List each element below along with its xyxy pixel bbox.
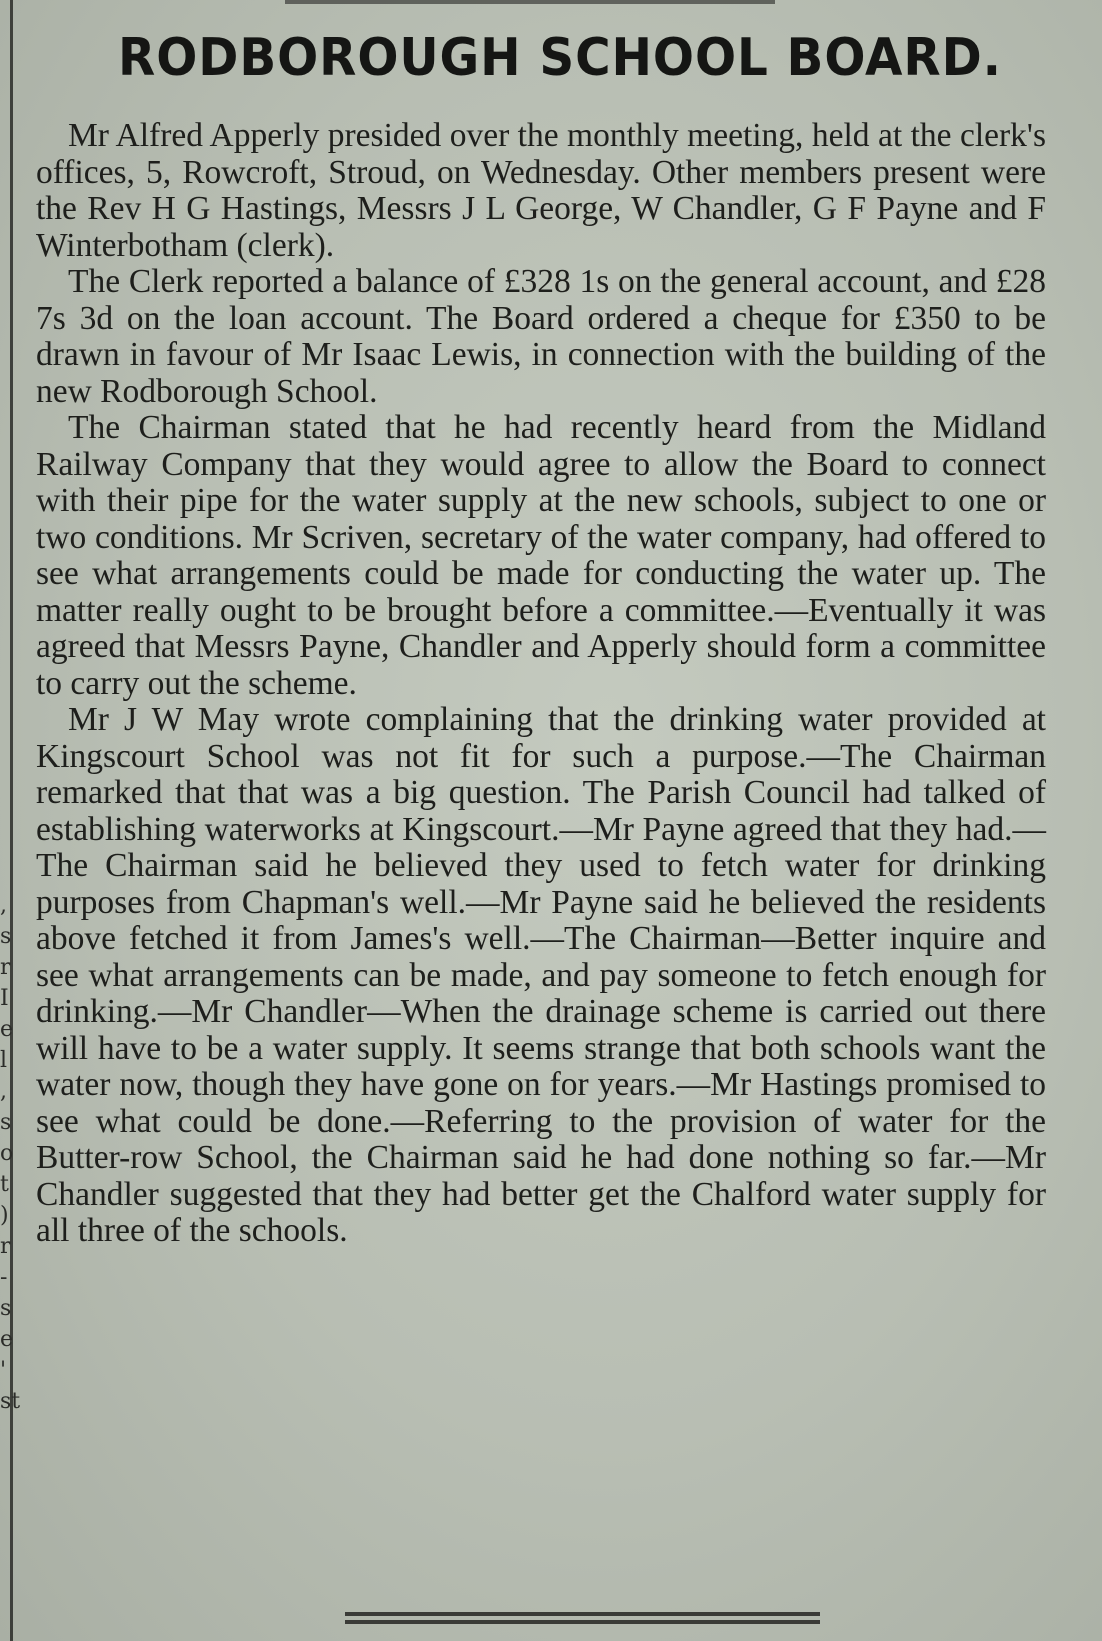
margin-fragment: , (0, 893, 7, 918)
margin-fragment: s (0, 924, 12, 949)
margin-fragment: e (0, 1327, 14, 1352)
margin-fragment: , (0, 1079, 7, 1104)
article-paragraph: Mr Alfred Apperly presided over the monthly meeting, held at the clerk's offices, 5, Rowcroft, Stroud, on Wednesday. Other members present were the Rev H G Hastings, Messrs J L George, W Chandler, G F Payne and F Winterbotham (clerk). (36, 117, 1046, 264)
margin-fragment: s (0, 1110, 12, 1135)
margin-fragment: st (0, 1389, 21, 1414)
margin-fragment: - (0, 1265, 8, 1290)
margin-fragment: ' (0, 1358, 7, 1383)
article-paragraph: The Clerk reported a balance of £328 1s on the general account, and £28 7s 3d on the loan account. The Board ordered a cheque for £350 to be drawn in favour of Mr Isaac Lewis, in connection with the building of the new Rodborough School. (36, 263, 1046, 410)
margin-fragment: l (0, 1048, 8, 1073)
margin-fragment: r (0, 1234, 11, 1259)
top-separator-rule (285, 0, 775, 4)
margin-fragment: t (0, 1172, 9, 1197)
article-body (36, 118, 1046, 1250)
article-paragraph: Mr J W May wrote complaining that the drinking water provided at Kingscourt School was not fit for such a purpose.—The Chairman remarked that that was a big question. The Parish Council had talked of establishing waterworks at Kingscourt.—Mr Payne agreed that they had.—The Chairman said he believed they used to fetch water for drinking purposes from Chapman's well.—Mr Payne said he believed the residents above fetched it from James's well.—The Chairman—Better inquire and see what arrangements can be made, and pay someone to fetch enough for drinking.—Mr Chandler—When the drainage scheme is carried out there will have to be a water supply. It seems strange that both schools want the water now, though they have gone on for years.—Mr Hastings promised to see what could be done.—Referring to the provision of water for the Butter-row School, the Chairman said he had done nothing so far.—Mr Chandler suggested that they had better get the Chalford water supply for all three of the schools. (36, 701, 1046, 1249)
margin-fragment: ) (0, 1203, 9, 1228)
margin-fragment: r (0, 955, 11, 980)
article-headline: RODBOROUGH SCHOOL BOARD. (118, 28, 1002, 88)
article-paragraph: The Chairman stated that he had recently heard from the Midland Railway Company that they would agree to allow the Board to connect with their pipe for the water supply at the new schools, subject to one or two conditions. Mr Scriven, secretary of the water company, had offered to see what arrangements could be made for conducting the water up. The matter really ought to be brought before a committee.—Eventually it was agreed that Messrs Payne, Chandler and Apperly should form a committee to carry out the scheme. (36, 409, 1046, 702)
margin-fragment: o (0, 1141, 14, 1166)
bottom-separator-rule (345, 1612, 820, 1624)
margin-fragment: I (0, 986, 9, 1011)
margin-fragment: s (0, 1296, 12, 1321)
margin-fragment: e (0, 1017, 14, 1042)
adjacent-column-fragments (0, 890, 21, 1417)
